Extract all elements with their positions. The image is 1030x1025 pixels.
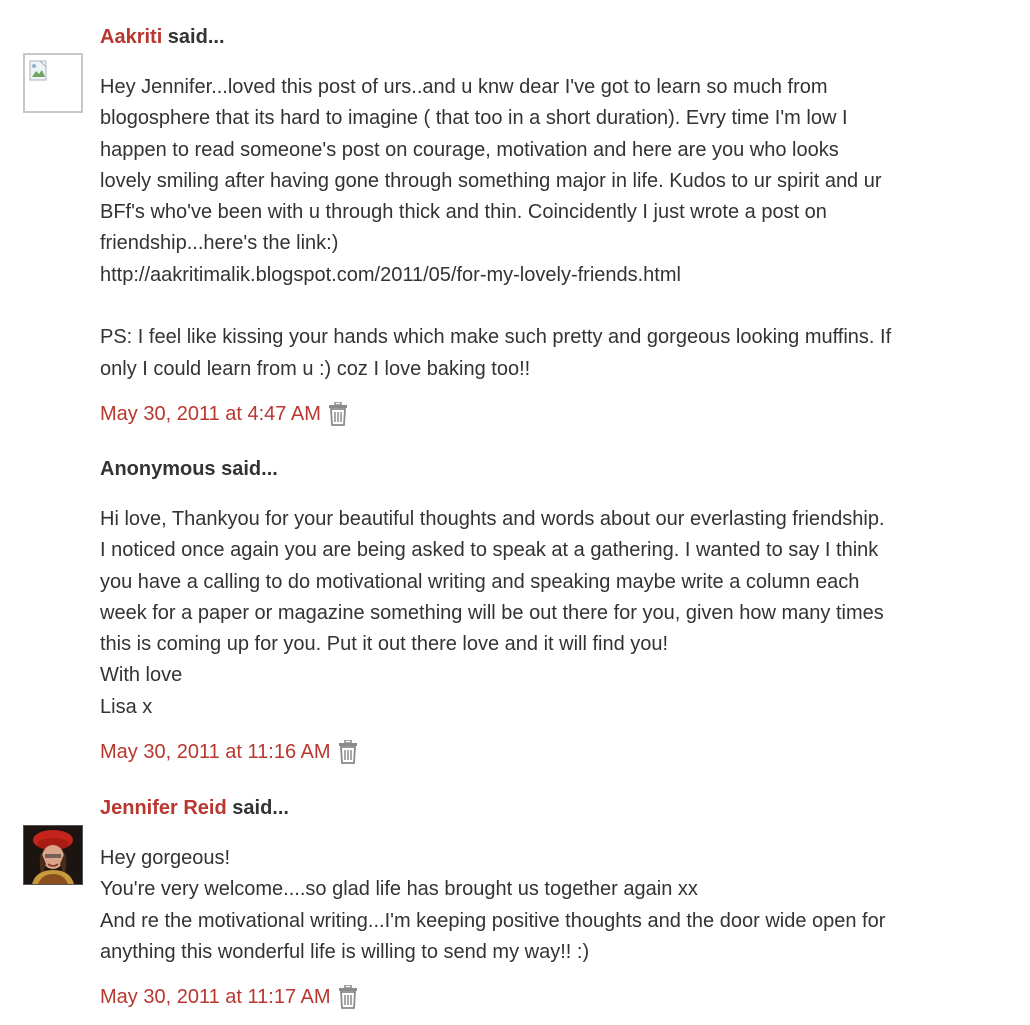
comment-body <box>100 72 1000 385</box>
comment-line: blogosphere that its hard to imagine ( that too in a short duration). Evry time I'm low I <box>100 107 848 130</box>
comment-line: you have a calling to do motivational writing and speaking maybe write a column each <box>100 570 860 593</box>
comment-line: week for a paper or magazine something will be out there for you, given how many times <box>100 601 884 624</box>
comment-author-line <box>100 457 1000 481</box>
comment-line: Hi love, Thankyou for your beautiful thoughts and words about our everlasting friendship. <box>100 508 885 530</box>
avatar[interactable] <box>23 825 83 885</box>
comment-line: And re the motivational writing...I'm keeping positive thoughts and the door wide open for <box>100 909 886 932</box>
comment-footer <box>100 985 1000 1009</box>
comment-body <box>100 843 1000 968</box>
comment-line: I noticed once again you are being asked to speak at a gathering. I wanted to say I think <box>100 539 879 562</box>
comment-line: lovely smiling after having gone through something major in life. Kudos to ur spirit and ur <box>100 169 882 192</box>
comment-line: Lisa x <box>100 695 153 718</box>
comment-timestamp-link[interactable]: May 30, 2011 at 11:17 AM <box>100 986 331 1009</box>
comment-line: You're very welcome....so glad life has brought us together again xx <box>100 878 698 901</box>
comment-line: BFf's who've been with u through thick and thin. Coincidently I just wrote a post on <box>100 201 827 224</box>
comment-line: only I could learn from u :) coz I love baking too!! <box>100 357 531 380</box>
user-photo <box>24 826 82 884</box>
comment-line: Hey gorgeous! <box>100 847 231 869</box>
comment-line: this is coming up for you. Put it out there love and it will find you! <box>100 633 669 656</box>
comment-line: PS: I feel like kissing your hands which make such pretty and gorgeous looking muffins. If <box>100 326 892 349</box>
comment-line: Hey Jennifer...loved this post of urs..and u knw dear I've got to learn so much from <box>100 76 828 98</box>
broken-image-avatar[interactable] <box>23 53 83 113</box>
trash-icon[interactable] <box>327 402 349 426</box>
broken-image-icon <box>25 55 81 111</box>
comment-timestamp-link[interactable]: May 30, 2011 at 11:16 AM <box>100 741 331 764</box>
comment-footer <box>100 402 1000 426</box>
said-label: said... <box>162 26 225 48</box>
comment-footer <box>100 740 1000 764</box>
comment-author-link[interactable]: Jennifer Reid <box>100 797 227 819</box>
comment-line <box>100 291 1000 322</box>
comment-line: friendship...here's the link:) <box>100 232 339 255</box>
comment-author-name: Anonymous <box>100 458 216 480</box>
comment-line: anything this wonderful life is willing to send my way!! :) <box>100 940 590 963</box>
comment-author-line <box>100 796 1000 820</box>
comment-line: With love <box>100 664 183 687</box>
comment <box>100 796 1000 1009</box>
trash-icon[interactable] <box>337 740 359 764</box>
comment-author-line <box>100 25 1000 49</box>
comment <box>100 25 1000 426</box>
said-label: said... <box>226 797 289 819</box>
comment-body <box>100 504 1000 723</box>
comment <box>100 457 1000 764</box>
said-label: said... <box>215 458 278 480</box>
comment-author-link[interactable]: Aakriti <box>100 26 163 48</box>
comment-timestamp-link[interactable]: May 30, 2011 at 4:47 AM <box>100 402 321 425</box>
comment-line: http://aakritimalik.blogspot.com/2011/05/for-my-lovely-friends.html <box>100 263 681 286</box>
trash-icon[interactable] <box>337 985 359 1009</box>
comment-line: happen to read someone's post on courage, motivation and here are you who looks <box>100 138 839 161</box>
